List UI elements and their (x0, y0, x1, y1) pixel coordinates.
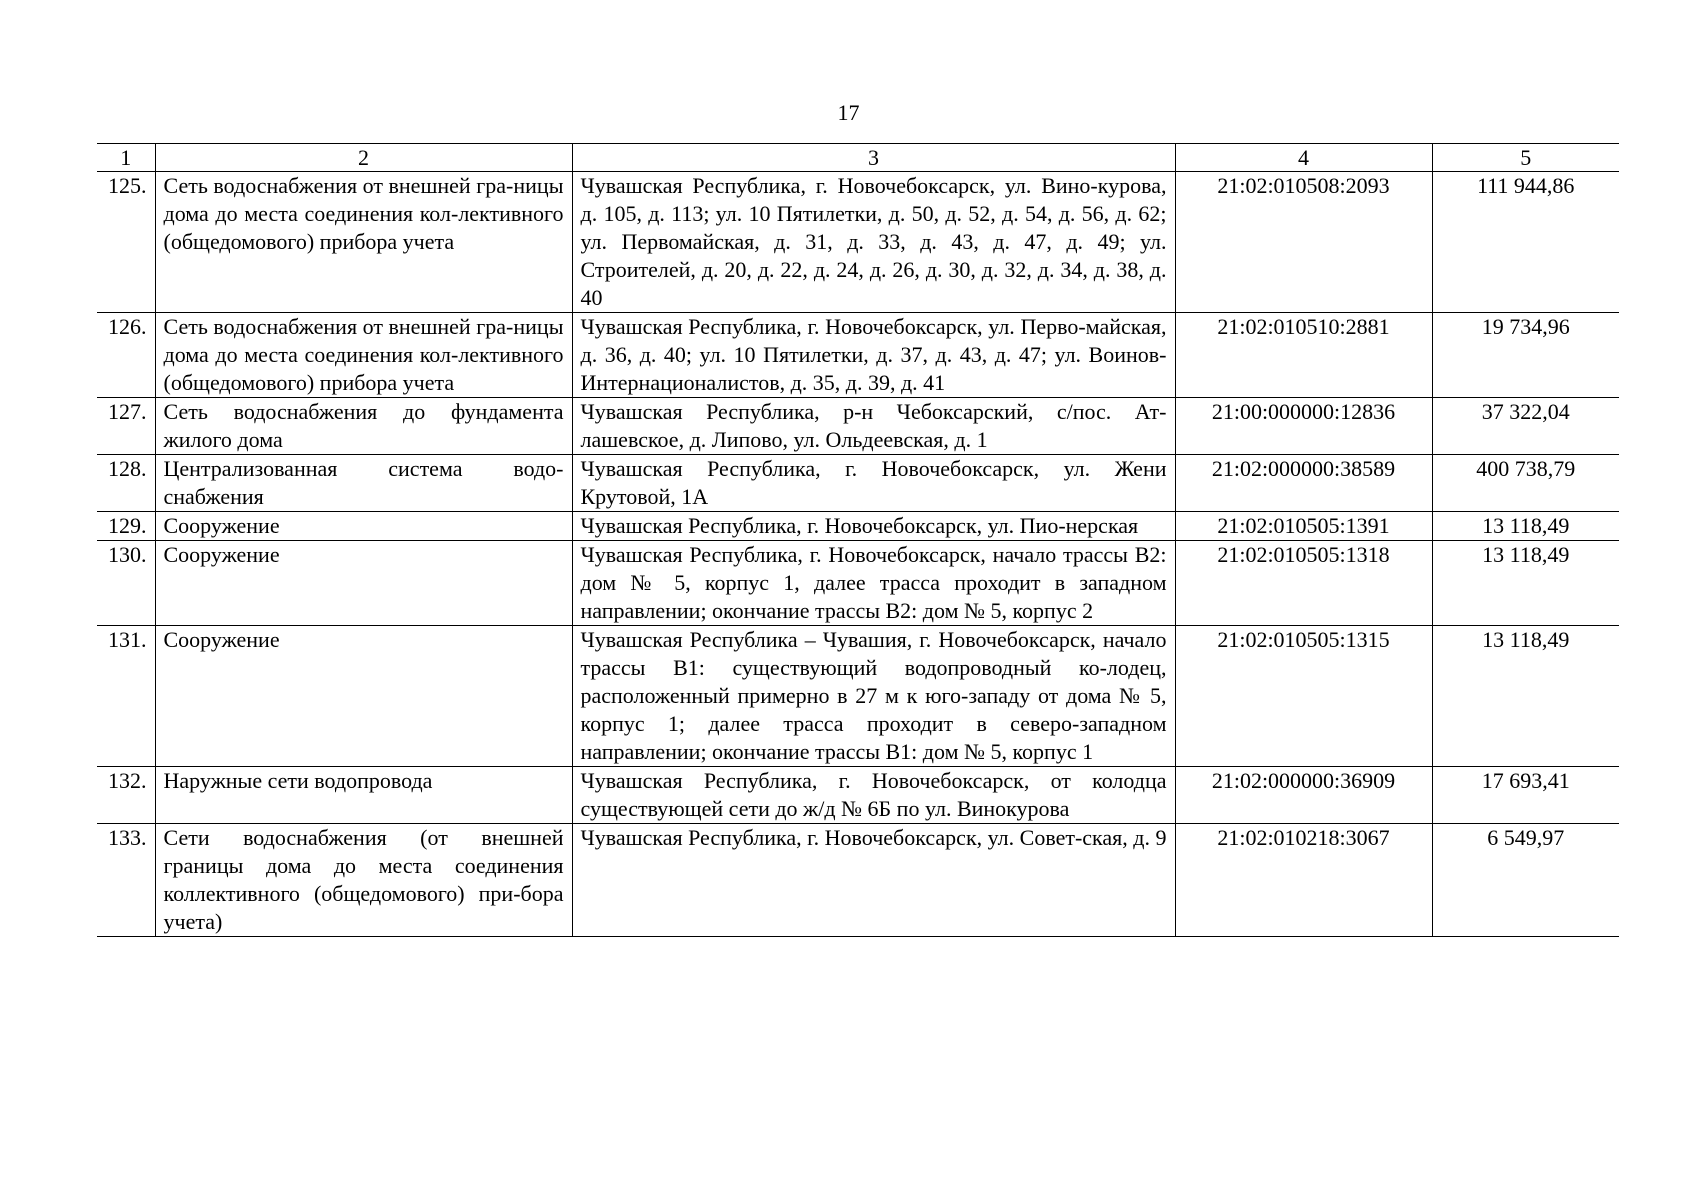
table-row (97, 455, 1619, 512)
header-col-cadastral: 4 (1175, 144, 1432, 172)
row-number-cell: 125. (97, 172, 155, 313)
object-name-cell: Наружные сети водопровода (155, 767, 572, 824)
address-cell: Чувашская Республика, г. Новочебоксарск, начало трассы В2: дом № 5, корпус 1, далее трасса проходит в западном направлении; окончание трассы В2: дом № 5, корпус 2 (572, 541, 1175, 626)
row-number-cell: 129. (97, 512, 155, 541)
header-col-name: 2 (155, 144, 572, 172)
page-number: 17 (837, 100, 860, 125)
table-row (97, 313, 1619, 398)
row-number-cell: 127. (97, 398, 155, 455)
object-name-cell: Сооружение (155, 512, 572, 541)
table-row (97, 824, 1619, 937)
cadastral-number-cell: 21:02:010218:3067 (1175, 824, 1432, 937)
table-body (97, 172, 1619, 937)
object-name-cell: Сети водоснабжения (от внешней границы дома до места соединения коллективного (общедомового) при-бора учета) (155, 824, 572, 937)
row-number-cell: 133. (97, 824, 155, 937)
property-registry-table (97, 143, 1619, 937)
header-row (97, 144, 1619, 172)
cost-cell: 37 322,04 (1432, 398, 1619, 455)
table-row (97, 541, 1619, 626)
cost-cell: 13 118,49 (1432, 626, 1619, 767)
cadastral-number-cell: 21:02:010505:1318 (1175, 541, 1432, 626)
cost-cell: 19 734,96 (1432, 313, 1619, 398)
cadastral-number-cell: 21:02:010505:1391 (1175, 512, 1432, 541)
cadastral-number-cell: 21:02:010505:1315 (1175, 626, 1432, 767)
object-name-cell: Сеть водоснабжения от внешней гра-ницы дома до места соединения кол-лективного (общедомового) прибора учета (155, 172, 572, 313)
cadastral-number-cell: 21:02:010510:2881 (1175, 313, 1432, 398)
row-number-cell: 131. (97, 626, 155, 767)
address-cell: Чувашская Республика, р-н Чебоксарский, с/пос. Ат-лашевское, д. Липово, ул. Ольдеевская, д. 1 (572, 398, 1175, 455)
cost-cell: 111 944,86 (1432, 172, 1619, 313)
row-number-cell: 130. (97, 541, 155, 626)
header-col-address: 3 (572, 144, 1175, 172)
table-row (97, 172, 1619, 313)
object-name-cell: Централизованная система водо-снабжения (155, 455, 572, 512)
cost-cell: 13 118,49 (1432, 541, 1619, 626)
address-cell: Чувашская Республика, г. Новочебоксарск, ул. Жени Крутовой, 1А (572, 455, 1175, 512)
address-cell: Чувашская Республика, г. Новочебоксарск, от колодца существующей сети до ж/д № 6Б по ул. Винокурова (572, 767, 1175, 824)
table-header (97, 144, 1619, 172)
row-number-cell: 128. (97, 455, 155, 512)
cost-cell: 6 549,97 (1432, 824, 1619, 937)
header-col-number: 1 (97, 144, 155, 172)
cadastral-number-cell: 21:02:000000:36909 (1175, 767, 1432, 824)
row-number-cell: 132. (97, 767, 155, 824)
table-row (97, 626, 1619, 767)
object-name-cell: Сеть водоснабжения от внешней гра-ницы дома до места соединения кол-лективного (общедомового) прибора учета (155, 313, 572, 398)
cost-cell: 400 738,79 (1432, 455, 1619, 512)
address-cell: Чувашская Республика, г. Новочебоксарск, ул. Совет-ская, д. 9 (572, 824, 1175, 937)
cadastral-number-cell: 21:02:010508:2093 (1175, 172, 1432, 313)
object-name-cell: Сооружение (155, 541, 572, 626)
row-number-cell: 126. (97, 313, 155, 398)
address-cell: Чувашская Республика – Чувашия, г. Новочебоксарск, начало трассы В1: существующий водопроводный ко-лодец, расположенный примерно в 27 м к юго-западу от дома № 5, корпус 1; далее трасса проходит в северо-западном направлении; окончание трассы В1: дом № 5, корпус 1 (572, 626, 1175, 767)
cadastral-number-cell: 21:02:000000:38589 (1175, 455, 1432, 512)
address-cell: Чувашская Республика, г. Новочебоксарск, ул. Пио-нерская (572, 512, 1175, 541)
object-name-cell: Сеть водоснабжения до фундамента жилого дома (155, 398, 572, 455)
object-name-cell: Сооружение (155, 626, 572, 767)
address-cell: Чувашская Республика, г. Новочебоксарск, ул. Перво-майская, д. 36, д. 40; ул. 10 Пятилетки, д. 37, д. 43, д. 47; ул. Воинов-Интернационалистов, д. 35, д. 39, д. 41 (572, 313, 1175, 398)
header-col-cost: 5 (1432, 144, 1619, 172)
table-row (97, 767, 1619, 824)
address-cell: Чувашская Республика, г. Новочебоксарск, ул. Вино-курова, д. 105, д. 113; ул. 10 Пятилетки, д. 50, д. 52, д. 54, д. 56, д. 62; ул. Первомайская, д. 31, д. 33, д. 43, д. 47, д. 49; ул. Строителей, д. 20, д. 22, д. 24, д. 26, д. 30, д. 32, д. 34, д. 38, д. 40 (572, 172, 1175, 313)
table-row (97, 512, 1619, 541)
cost-cell: 17 693,41 (1432, 767, 1619, 824)
cost-cell: 13 118,49 (1432, 512, 1619, 541)
cadastral-number-cell: 21:00:000000:12836 (1175, 398, 1432, 455)
table-row (97, 398, 1619, 455)
